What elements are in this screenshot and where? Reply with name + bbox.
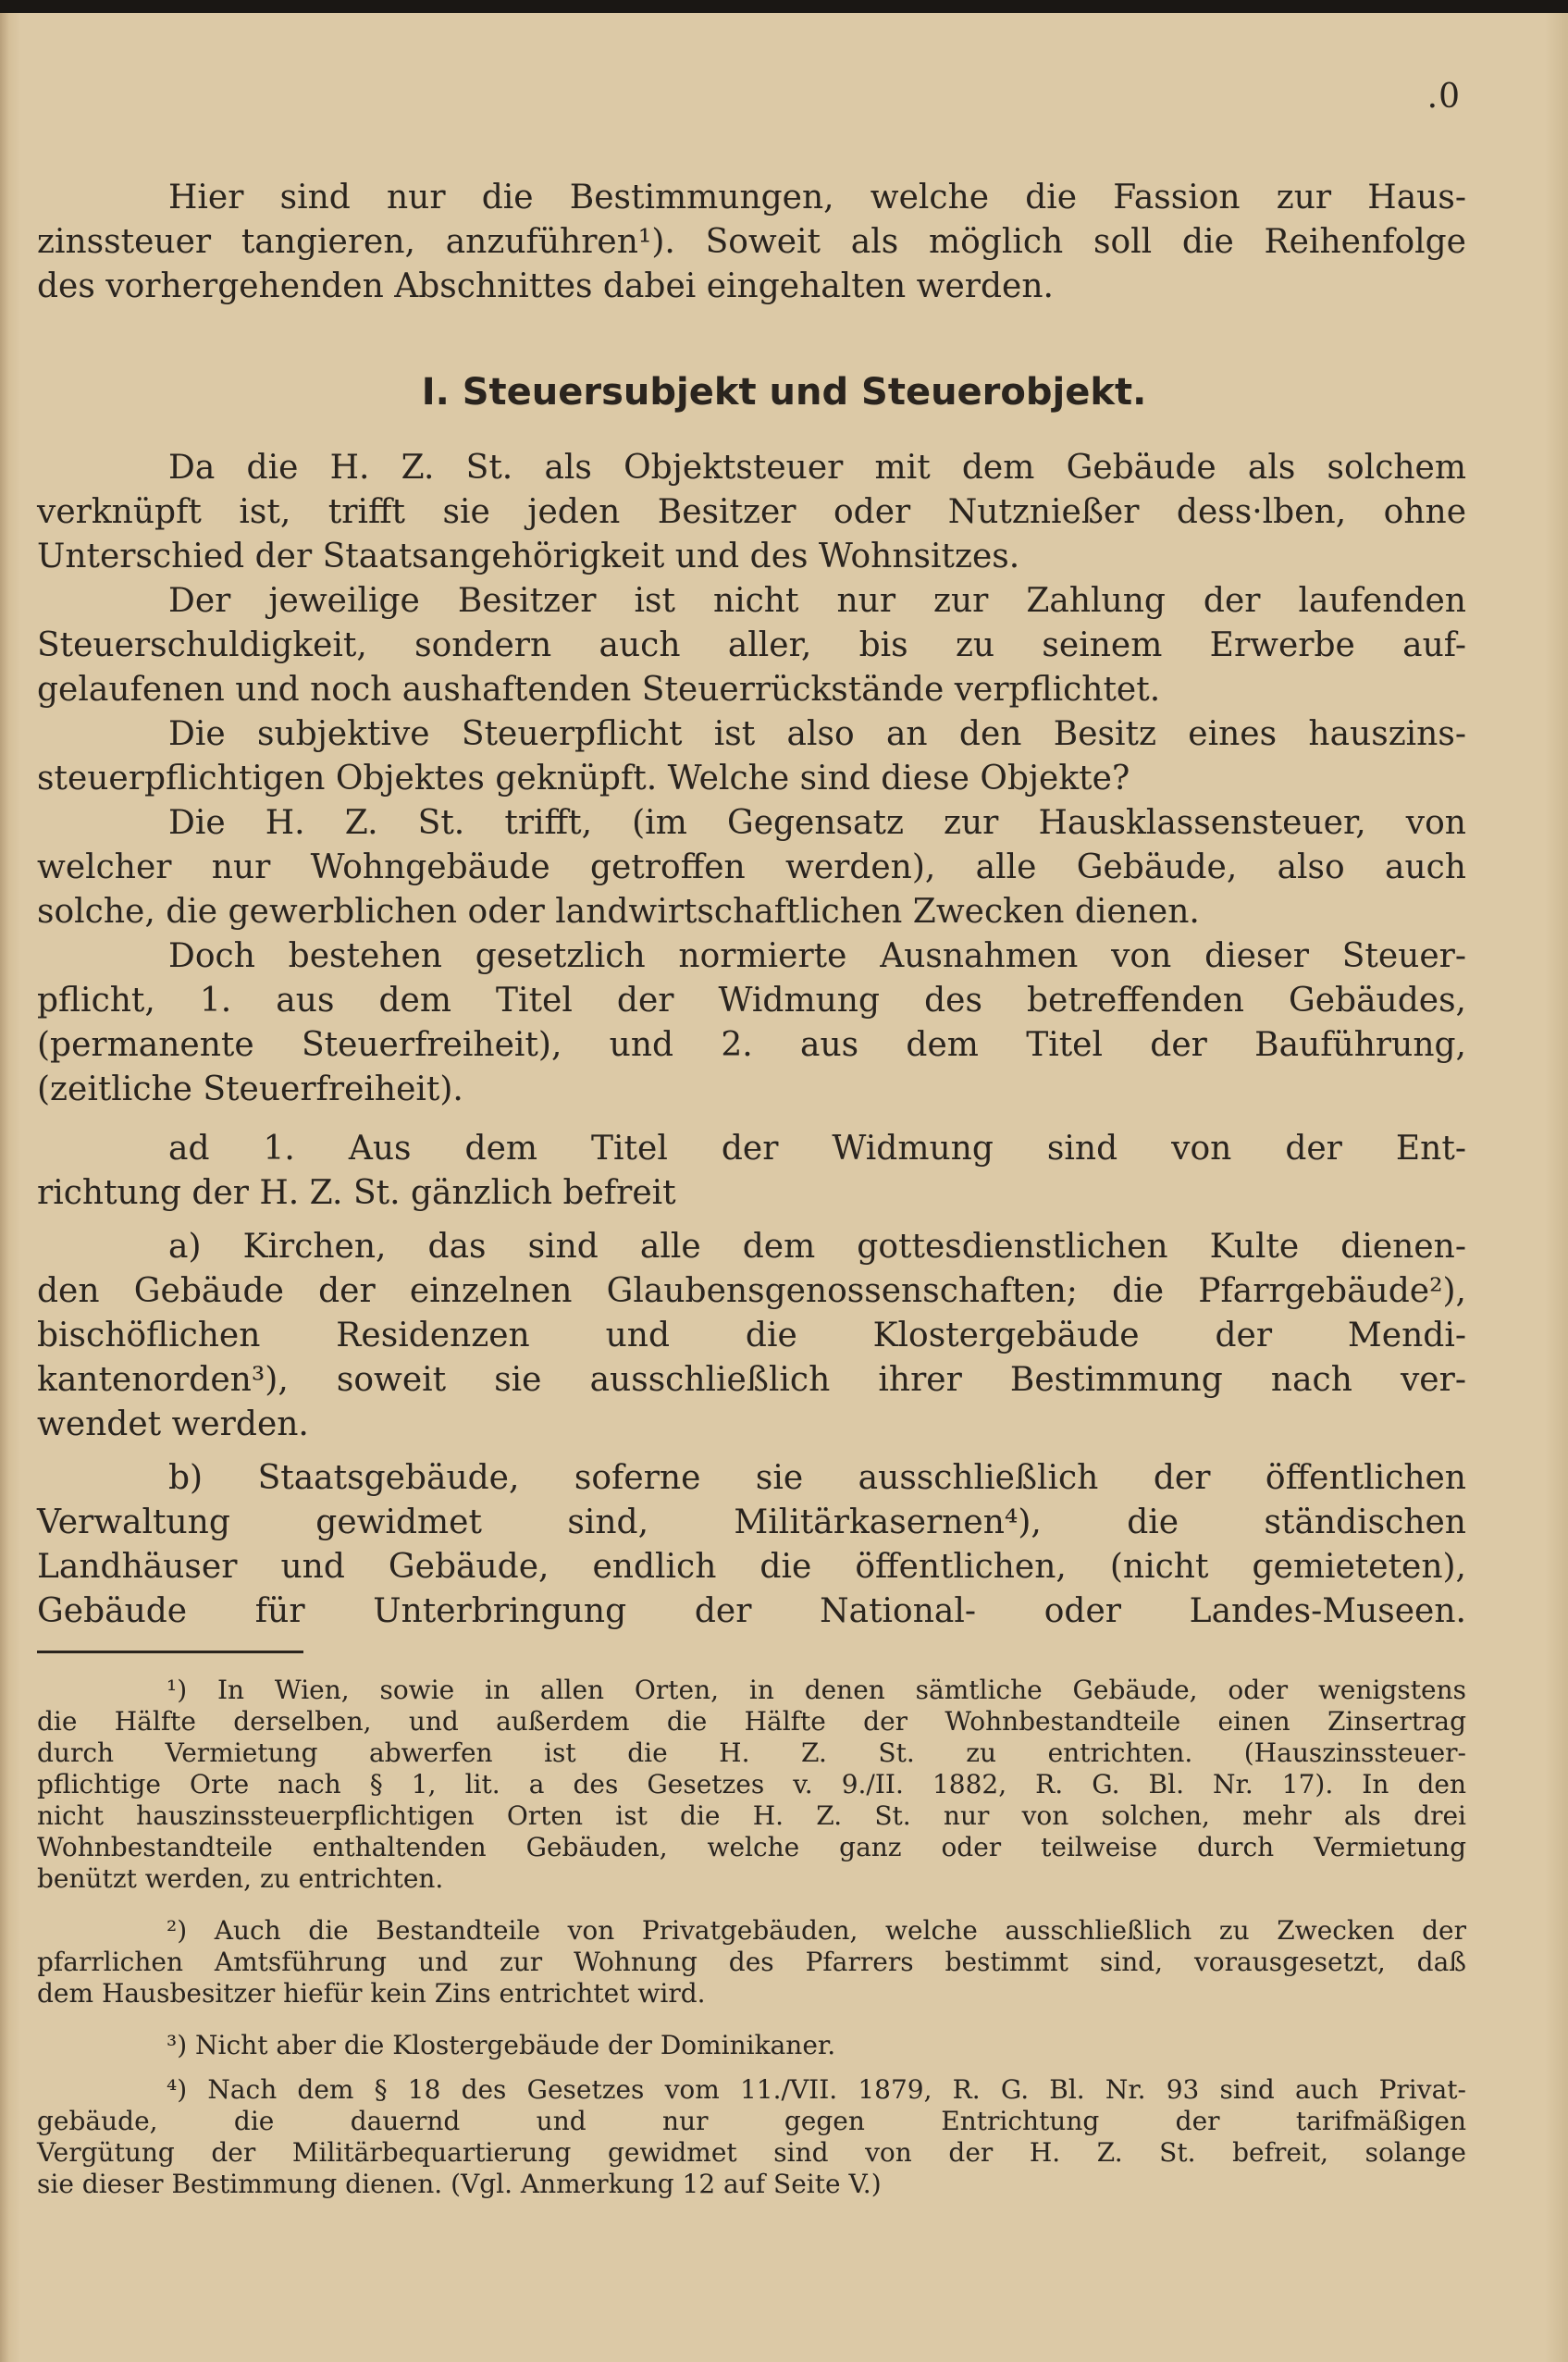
footnote-line: pflichtige Orte nach § 1, lit. a des Gesetzes v. 9./II. 1882, R. G. Bl. Nr. 17). In den [37,1769,1466,1799]
text-line: kantenorden³), soweit sie ausschließlich ihrer Bestimmung nach ver- [37,1361,1466,1399]
footnote-line: ¹) In Wien, sowie in allen Orten, in denen sämtliche Gebäude, oder wenigstens [167,1675,1466,1705]
footnote-3 [37,2030,1466,2061]
text-line: (permanente Steuerfreiheit), und 2. aus dem Titel der Bauführung, [37,1026,1466,1064]
footnote-divider [37,1651,303,1653]
text-line: zinssteuer tangieren, anzuführen¹). Soweit als möglich soll die Reihenfolge [37,223,1466,261]
footnote-line: pfarrlichen Amtsführung und zur Wohnung des Pfarrers bestimmt sind, vorausgesetzt, daß [37,1947,1466,1977]
text-line: des vorhergehenden Abschnittes dabei eingehalten werden. [37,267,1054,305]
footnote-line: gebäude, die dauernd und nur gegen Entrichtung der tarifmäßigen [37,2106,1466,2136]
text-line: a) Kirchen, das sind alle dem gottesdienstlichen Kulte dienen- [168,1228,1466,1266]
text-line: Verwaltung gewidmet sind, Militärkasernen⁴), die ständischen [37,1503,1466,1541]
page-number: .0 [1426,78,1461,116]
text-line: welcher nur Wohngebäude getroffen werden), alle Gebäude, also auch [37,848,1466,886]
footnote-line: die Hälfte derselben, und außerdem die Hälfte der Wohnbestandteile einen Zinsertrag [37,1706,1466,1737]
text-line: Da die H. Z. St. als Objektsteuer mit dem Gebäude als solchem [168,449,1466,487]
footnote-1 [37,1675,1466,1895]
text-line: verknüpft ist, trifft sie jeden Besitzer oder Nutznießer dess·lben, ohne [37,493,1466,531]
footnote-line: benützt werden, zu entrichten. [37,1863,444,1894]
text-line: Steuerschuldigkeit, sondern auch aller, bis zu seinem Erwerbe auf- [37,626,1466,664]
footnote-line: dem Hausbesitzer hiefür kein Zins entrichtet wird. [37,1978,706,2009]
subject-paragraphs [37,446,1466,1112]
kirchen-paragraph [37,1225,1466,1447]
footnote-2 [37,1915,1466,2010]
widmung-paragraph [37,1127,1466,1216]
intro-paragraph [37,176,1466,309]
footnote-line: nicht hauszinssteuerpflichtigen Orten ist die H. Z. St. nur von solchen, mehr als drei [37,1800,1466,1831]
text-line: den Gebäude der einzelnen Glaubensgenossenschaften; die Pfarrgebäude²), [37,1272,1466,1310]
text-line: Gebäude für Unterbringung der National- oder Landes-Museen. [37,1592,1466,1630]
footnote-line: ³) Nicht aber die Klostergebäude der Dominikaner. [167,2030,836,2060]
text-line: Die H. Z. St. trifft, (im Gegensatz zur Hausklassensteuer, von [168,804,1466,842]
text-line: b) Staatsgebäude, soferne sie ausschließlich der öffentlichen [168,1459,1466,1497]
text-line: Landhäuser und Gebäude, endlich die öffentlichen, (nicht gemieteten), [37,1548,1466,1586]
text-line: richtung der H. Z. St. gänzlich befreit [37,1174,676,1212]
section-heading: I. Steuersubjekt und Steuerobjekt. [421,371,1147,414]
footnote-line: durch Vermietung abwerfen ist die H. Z. St. zu entrichten. (Hauszinssteuer- [37,1737,1466,1768]
text-line: (zeitliche Steuerfreiheit). [37,1070,463,1108]
staatsgebaeude-paragraph [37,1456,1466,1634]
text-line: Hier sind nur die Bestimmungen, welche die Fassion zur Haus- [168,179,1466,216]
footnote-line: sie dieser Bestimmung dienen. (Vgl. Anmerkung 12 auf Seite V.) [37,2169,882,2199]
text-line: Doch bestehen gesetzlich normierte Ausnahmen von dieser Steuer- [168,937,1466,975]
text-line: pflicht, 1. aus dem Titel der Widmung des betreffenden Gebäudes, [37,982,1466,1020]
text-line: Unterschied der Staatsangehörigkeit und des Wohnsitzes. [37,538,1020,575]
footnote-line: Wohnbestandteile enthaltenden Gebäuden, welche ganz oder teilweise durch Vermietung [37,1832,1466,1862]
text-line: Der jeweilige Besitzer ist nicht nur zur Zahlung der laufenden [168,582,1466,620]
text-line: steuerpflichtigen Objektes geknüpft. Welche sind diese Objekte? [37,760,1130,798]
footnote-line: ²) Auch die Bestandteile von Privatgebäuden, welche ausschließlich zu Zwecken der [167,1915,1466,1946]
footnote-line: Vergütung der Militärbequartierung gewidmet sind von der H. Z. St. befreit, solange [37,2137,1466,2168]
footnote-line: ⁴) Nach dem § 18 des Gesetzes vom 11./VII. 1879, R. G. Bl. Nr. 93 sind auch Privat- [167,2074,1466,2105]
book-page [0,13,1568,2362]
text-line: bischöflichen Residenzen und die Klostergebäude der Mendi- [37,1317,1466,1354]
text-line: solche, die gewerblichen oder landwirtschaftlichen Zwecken dienen. [37,893,1200,931]
text-line: Die subjektive Steuerpflicht ist also an den Besitz eines hauszins- [168,715,1466,753]
text-line: gelaufenen und noch aushaftenden Steuerrückstände verpflichtet. [37,671,1161,709]
footnote-4 [37,2074,1466,2200]
text-line: ad 1. Aus dem Titel der Widmung sind von der Ent- [168,1130,1466,1168]
text-line: wendet werden. [37,1405,309,1443]
